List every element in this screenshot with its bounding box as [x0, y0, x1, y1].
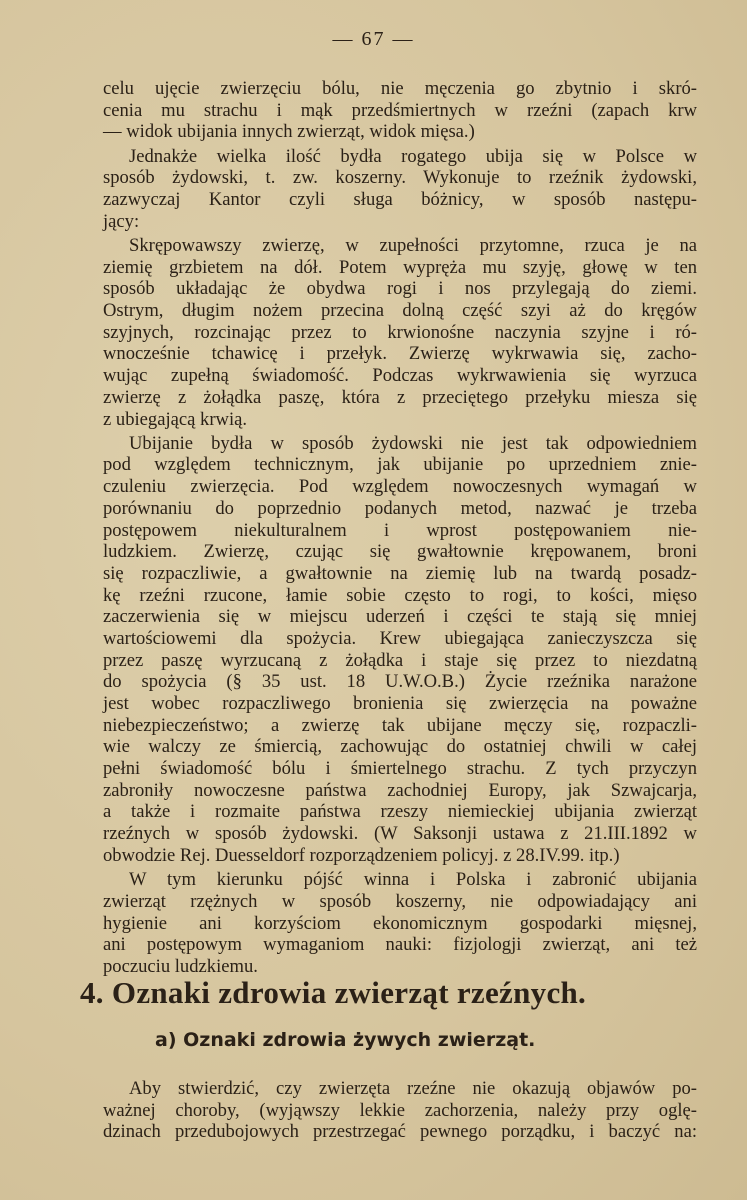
page-number: — 67 — — [332, 28, 415, 50]
text-line: kę rzeźni rzucone, łamie sobie często to rogi, to kości, mięso — [103, 584, 697, 606]
text-line: Jednakże wielka ilość bydła rogatego ubija się w Polsce w — [129, 145, 697, 167]
text-line: obwodzie Rej. Duesseldorf rozporządzeniem policyj. z 28.IV.99. itp.) — [103, 844, 620, 866]
text-line: porównaniu do poprzednio podanych metod, nazwać je trzeba — [103, 497, 697, 519]
text-line: zaczerwienia się w miejscu uderzeń i części te stają się mniej — [103, 606, 697, 628]
paragraph — [103, 869, 697, 977]
text-line: Skrępowawszy zwierzę, w zupełności przytomne, rzuca je na — [129, 235, 697, 256]
text-line: ani postępowym wymaganiom nauki: fizjologji zwierząt, ani też — [103, 934, 697, 956]
paragraph — [103, 78, 697, 143]
text-line: do spożycia (§ 35 ust. 18 U.W.O.B.) Życie rzeźnika narażone — [103, 671, 697, 693]
text-line: Ostrym, długim nożem przecina dolną część szyi aż do kręgów — [103, 300, 697, 322]
text-line: Aby stwierdzić, czy zwierzęta rzeźne nie okazują objawów po- — [129, 1078, 697, 1099]
text-line: z ubiegającą krwią. — [103, 408, 248, 430]
text-line: wie walczy ze śmiercią, zachowując do ostatniej chwili w całej — [103, 736, 697, 758]
text-line: ziemię grzbietem na dół. Potem wypręża mu szyję, głowę w ten — [103, 256, 697, 278]
paragraph — [103, 433, 697, 867]
final-paragraph — [103, 1078, 697, 1143]
text-line: wując zupełną świadomość. Podczas wykrwawienia się wyrzuca — [103, 365, 697, 387]
text-line: szyjnych, rozcinając przez to krwionośne naczynia szyjne i ró- — [103, 321, 697, 343]
section-heading: 4. Oznaki zdrowia zwierząt rzeźnych. — [80, 975, 587, 1010]
text-line: celu ujęcie zwierzęciu bólu, nie męczenia go zbytnio i skró- — [103, 78, 697, 99]
text-line: jący: — [103, 210, 140, 232]
body-text — [103, 78, 697, 980]
text-line: niebezpieczeństwo; a zwierzę tak ubijane męczy się, rozpaczli- — [103, 714, 697, 736]
text-line: ważnej choroby, (wyjąwszy lekkie zachorzenia, należy przy oglę- — [103, 1099, 697, 1121]
text-line: czuleniu zwierzęcia. Pod względem nowoczesnych wymagań w — [103, 476, 697, 498]
text-line: dzinach przedubojowych przestrzegać pewnego porządku, i baczyć na: — [103, 1121, 697, 1143]
text-line: Ubijanie bydła w sposób żydowski nie jest tak odpowiedniem — [129, 432, 697, 454]
text-line: W tym kierunku pójść winna i Polska i zabronić ubijania — [129, 869, 697, 891]
text-line: cenia mu strachu i mąk przedśmiertnych w rzeźni (zapach krw — [103, 99, 697, 121]
text-line: sposób żydowski, t. zw. koszerny. Wykonuje to rzeźnik żydowski, — [103, 167, 697, 189]
subsection-heading: a) Oznaki zdrowia żywych zwierząt. — [155, 1029, 536, 1051]
text-line: wartościowemi dla spożycia. Krew ubiegająca zanieczyszcza się — [103, 627, 697, 649]
text-line: rzeźnych w sposób żydowski. (W Saksonji ustawa z 21.III.1892 w — [103, 823, 697, 845]
text-line: pełni świadomość bólu i śmiertelnego strachu. Z tych przyczyn — [103, 758, 697, 780]
text-line: pod względem technicznym, jak ubijanie po uprzedniem znie- — [103, 454, 697, 476]
paragraph — [103, 146, 697, 233]
text-line: wnocześnie tchawicę i przełyk. Zwierzę wykrwawia się, zacho- — [103, 343, 697, 365]
text-line: hygienie ani korzyściom ekonomicznym gospodarki mięsnej, — [103, 912, 697, 934]
text-line: a także i rozmaite państwa rzeszy niemieckiej ubijania zwierząt — [103, 801, 697, 823]
text-line: ludzkiem. Zwierzę, czując się gwałtownie krępowanem, broni — [103, 541, 697, 563]
text-line: — widok ubijania innych zwierząt, widok mięsa.) — [103, 121, 475, 143]
paragraph — [103, 235, 697, 430]
text-line: zwierząt rzężnych w sposób koszerny, nie odpowiadający ani — [103, 890, 697, 912]
text-line: postępowem niekulturalnem i wprost postępowaniem nie- — [103, 519, 697, 541]
text-line: sposób układając że obydwa rogi i nos przylegają do ziemi. — [103, 278, 697, 300]
text-line: zabroniły nowoczesne państwa zachodniej Europy, jak Szwajcarja, — [103, 779, 697, 801]
text-line: przez paszę wyrzucaną z żołądka i staje się przez to niezdatną — [103, 649, 697, 671]
text-line: zwierzę z żołądka paszę, która z przeciętego przełyku miesza się — [103, 386, 697, 408]
text-line: poczuciu ludzkiemu. — [103, 955, 258, 977]
text-line: się rozpaczliwie, a gwałtownie na ziemię lub na twardą posadz- — [103, 562, 697, 584]
text-line: jest wobec rozpaczliwego bronienia się zwierzęcia na poważne — [103, 693, 697, 715]
text-line: zazwyczaj Kantor czyli sługa bóżnicy, w sposób następu- — [103, 189, 697, 211]
